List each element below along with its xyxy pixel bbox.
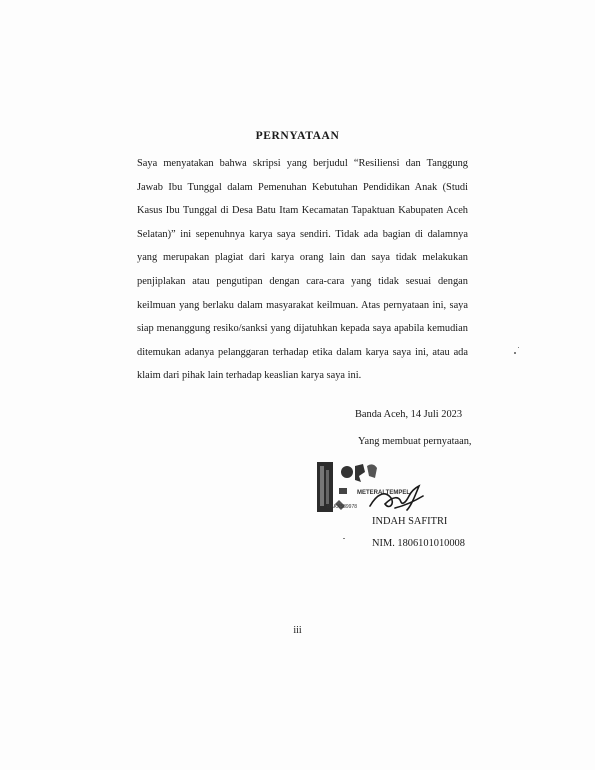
signer-caption: Yang membuat pernyataan, bbox=[358, 436, 472, 447]
stamp-label: METERAI TEMPEL bbox=[357, 490, 411, 496]
statement-paragraph: Saya menyatakan bahwa skripsi yang berjudul “Resiliensi dan Tanggung Jawab Ibu Tunggal dalam Pemenuhan Kebutuhan Pendidikan Anak (Studi Kasus Ibu Tunggal di Desa Batu Itam Kecamatan Tapaktuan Kabupaten Aceh Selatan)” ini sepenuhnya karya saya sendiri. Tidak ada bagian di dalamnya yang merupakan plagiat dari karya orang lain dan saya tidak melakukan penjiplakan atau pengutipan dengan cara-cara yang tidak sesuai dengan keilmuan yang berlaku dalam masyarakat keilmuan. Atas pernyataan ini, saya siap menanggung resiko/sanksi yang dijatuhkan kepada saya apabila kemudian ditemukan adanya pelanggaran terhadap etika dalam karya saya ini, atau ada klaim dari pihak lain terhadap keaslian karya saya ini. bbox=[137, 158, 468, 382]
revenue-stamp-with-signature bbox=[315, 460, 430, 522]
place-date: Banda Aceh, 14 Juli 2023 bbox=[355, 409, 463, 420]
page-title: PERNYATAAN bbox=[255, 130, 340, 142]
statement-body bbox=[137, 152, 468, 388]
scan-speck bbox=[514, 352, 516, 354]
scan-speck bbox=[343, 538, 345, 539]
scan-speck bbox=[518, 347, 519, 348]
page-number: iii bbox=[293, 625, 302, 636]
signer-nim: NIM. 1806101010008 bbox=[372, 538, 465, 549]
signer-name: INDAH SAFITRI bbox=[372, 516, 448, 527]
stamp-serial: BAKX589978 bbox=[327, 504, 358, 510]
